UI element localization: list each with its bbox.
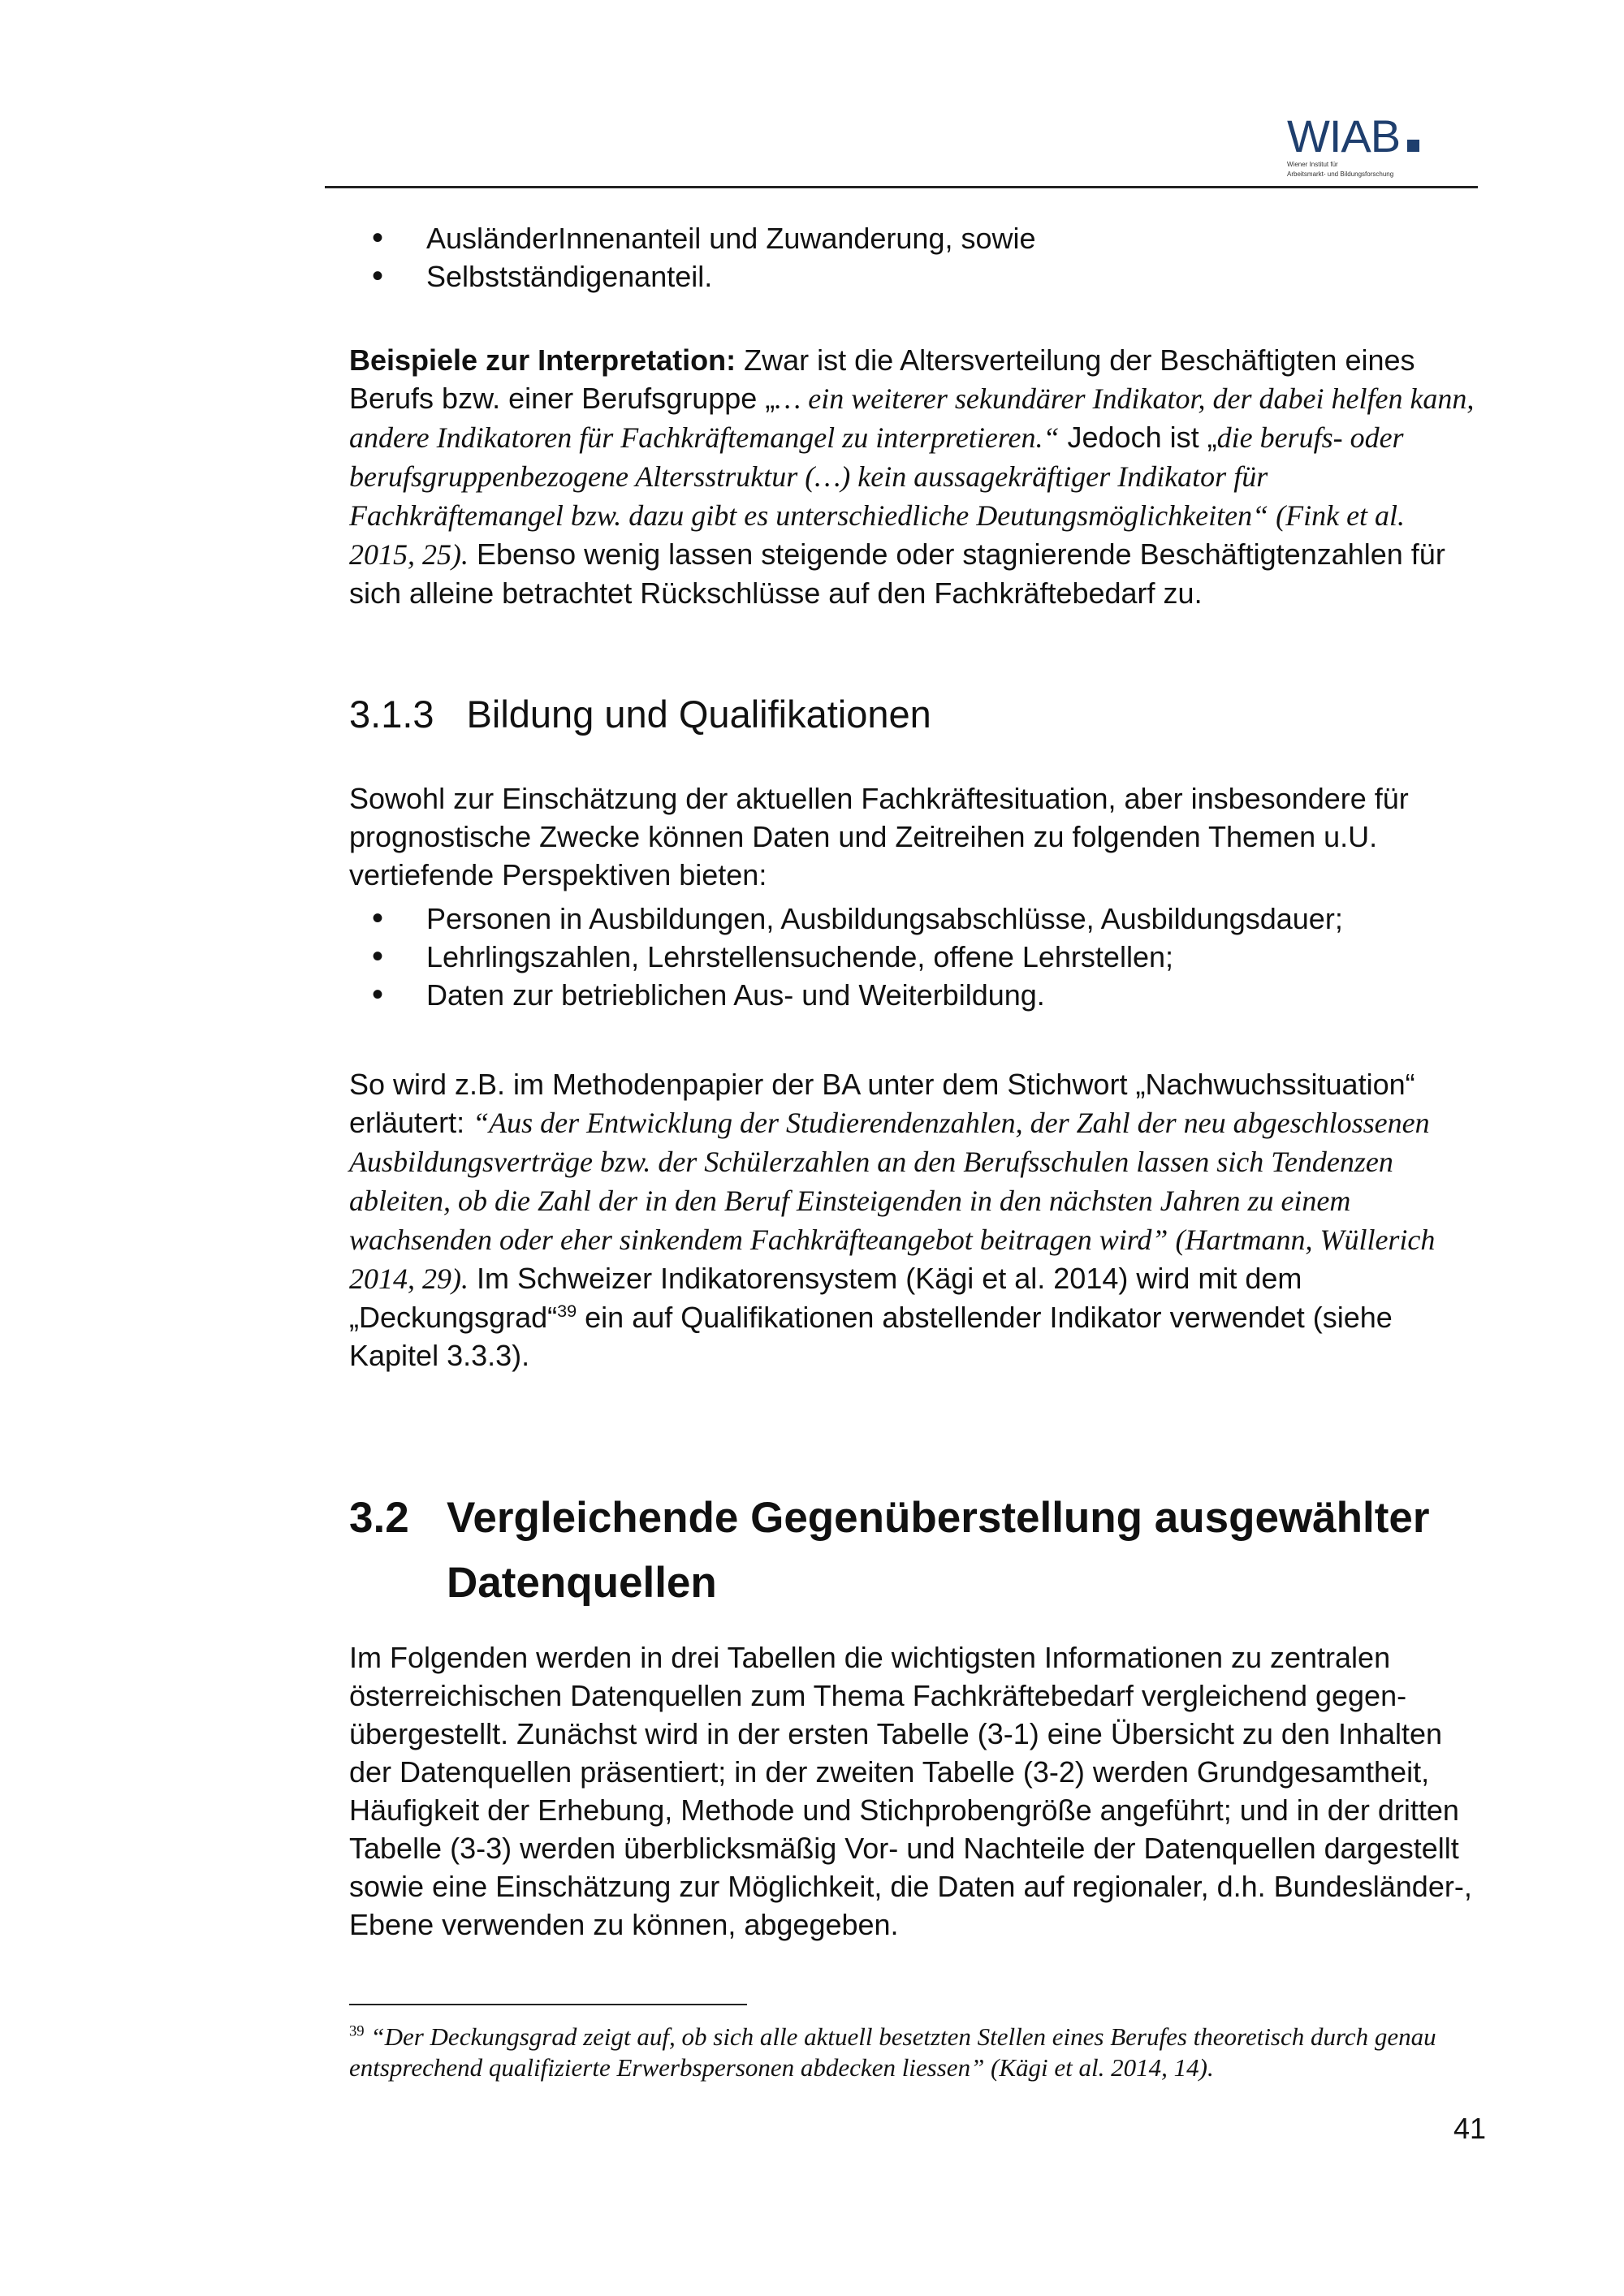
logo-subtitle-line-1: Wiener Institut für — [1287, 161, 1338, 168]
interpretation-quote-2: die berufs- oder berufsgruppenbezogene Altersstruktur (…) kein aussagekräftiger Indikator für Fachkräftemangel bzw. dazu gibt es unterschiedliche Deutungsmöglichkeiten“ (Fink et al. 2015, 25). — [349, 421, 1406, 571]
section-32-title: Vergleichende Gegenüberstellung ausgewählter Datenquellen — [447, 1494, 1430, 1607]
section-313-title: Bildung und Qualifikationen — [466, 693, 931, 736]
para-text-2: Im Schweizer Indikatorensystem (Kägi et al. 2014) wird mit dem „Deckungsgrad“ — [349, 1262, 1302, 1334]
page-number: 41 — [1453, 2112, 1486, 2145]
section-313-number: 3.1.3 — [349, 693, 434, 736]
section-32-number: 3.2 — [349, 1494, 409, 1542]
interpretation-text-3: Ebenso wenig lassen steigende oder stagnierende Beschäftigtenzahlen für sich alleine betrachtet Rückschlüsse auf den Fachkräftebedarf zu. — [349, 537, 1445, 610]
list-item: • Selbstständigenanteil. — [349, 257, 1486, 296]
interpretation-text-2: Jedoch ist „ — [1059, 421, 1217, 454]
footnote-text: “Der Deckungsgrad zeigt auf, ob sich alle aktuell besetzten Stellen eines Berufes theoretisch durch genau entsprechend qualifizierte Erwerbspersonen abdecken liessen” (Kägi et al. 2014, 14). — [349, 2022, 1436, 2082]
interpretation-quote-1: … ein weiterer sekundärer Indikator, der dabei helfen kann, andere Indikatoren für Fachkräftemangel zu interpretieren.“ — [349, 382, 1475, 454]
footnote-reference[interactable]: 39 — [557, 1301, 577, 1321]
logo-subtitle-line-2: Arbeitsmarkt- und Bildungsforschung — [1287, 170, 1394, 178]
list-item: • Personen in Ausbildungen, Ausbildungsabschlüsse, Ausbildungsdauer; — [349, 900, 1486, 938]
top-bullet-list — [349, 219, 1486, 296]
header-rule — [325, 186, 1478, 188]
section-32-paragraph: Im Folgenden werden in drei Tabellen die wichtigsten Informationen zu zentralen österreichischen Datenquellen zum Thema Fachkräftebedarf vergleichend gegenübergestellt. Zunächst wird in der ersten Tabelle (3-1) eine Übersicht zu den Inhalten der Datenquellen präsentiert; in der zweiten Tabelle (3-2) werden Grundgesamtheit, Häufigkeit der Erhebung, Methode und Stichprobengröße angeführt; und in der dritten Tabelle (3-3) werden überblicksmäßig Vor- und Nachteile der Datenquellen dargestellt sowie eine Einschätzung zur Möglichkeit, die Daten auf regionaler, d.h. Bundesländer-, Ebene verwenden zu können, abgegeben. — [349, 1641, 1472, 1941]
para-text-1: So wird z.B. im Methodenpapier der BA unter dem Stichwort „Nachwuchssituation“ erläutert: — [349, 1068, 1415, 1139]
interpretation-label: Beispiele zur Interpretation: — [349, 343, 736, 377]
section-313-paragraph — [349, 1065, 1478, 1375]
section-313-heading — [349, 692, 931, 736]
footnote — [349, 2022, 1478, 2083]
para-text-3: ein auf Qualifikationen abstellender Indikator verwendet (siehe Kapitel 3.3.3). — [349, 1301, 1393, 1372]
logo-wordmark: WIAB — [1287, 110, 1401, 162]
wiab-logo — [1287, 110, 1441, 179]
interpretation-text-1: Zwar ist die Altersverteilung der Beschäftigten eines Berufs bzw. einer Berufsgruppe „ — [349, 343, 1415, 415]
footnote-rule — [349, 2004, 747, 2005]
footnote-number: 39 — [349, 2022, 365, 2040]
list-item: • Lehrlingszahlen, Lehrstellensuchende, offene Lehrstellen; — [349, 938, 1486, 976]
para-quote: “Aus der Entwicklung der Studierendenzahlen, der Zahl der neu abgeschlossenen Ausbildungsverträge bzw. der Schülerzahlen an den Berufsschulen lassen sich Tendenzen ableiten, ob die Zahl der in den Beruf Einsteigenden in den nächsten Jahren zu einem wachsenden oder eher sinkendem Fachkräfteangebot beitragen wird” (Hartmann, Wüllerich 2014, 29). — [349, 1107, 1436, 1295]
interpretation-paragraph — [349, 341, 1478, 612]
logo-square-icon — [1407, 140, 1419, 152]
section-313-list — [349, 900, 1486, 1014]
section-32-heading — [349, 1486, 1486, 1616]
section-313-intro: Sowohl zur Einschätzung der aktuellen Fachkräftesituation, aber insbesondere für prognostische Zwecke können Daten und Zeitreihen zu folgenden Themen u.U. vertiefende Perspektiven bieten: — [349, 782, 1409, 891]
list-item: • Daten zur betrieblichen Aus- und Weiterbildung. — [349, 976, 1486, 1014]
list-item: • AusländerInnenanteil und Zuwanderung, sowie — [349, 219, 1486, 257]
